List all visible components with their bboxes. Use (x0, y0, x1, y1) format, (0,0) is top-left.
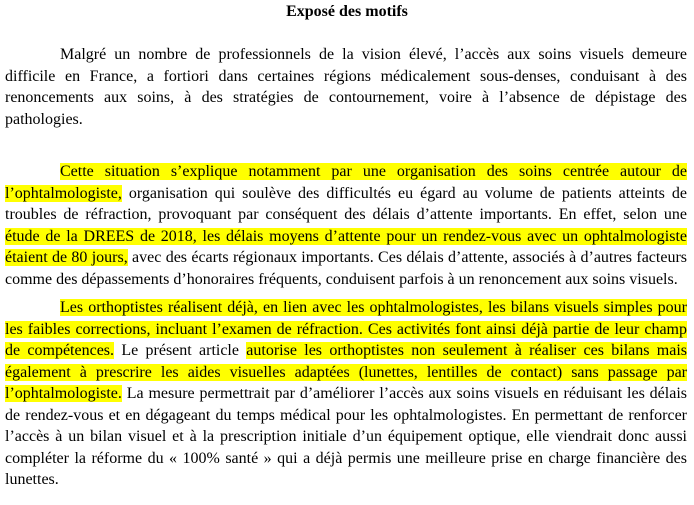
paragraph-3-text-2: La mesure permettrait par d’améliorer l’accès aux soins visuels en réduisant les délais de rendez-vous et en dégageant du temps médical pour les ophtalmologistes. En permettant de renforcer l’accès à un bilan visuel et à la prescription initiale d’un équipement optique, elle viendrait donc aussi compléter la réforme du « 100% santé » qui a déjà permis une meilleure prise en charge financière des lunettes. (5, 385, 687, 488)
paragraph-2 (5, 161, 687, 290)
highlight-prescription-authorization: autorise les orthoptistes non seulement à réaliser ces bilans mais également à prescrire les aides visuelles adaptées (lunettes, lentilles de contact) sans passage par l’ophtalmologiste. (5, 342, 688, 402)
paragraph-3 (5, 297, 687, 491)
highlight-organisation: Cette situation s’explique notamment par une organisation des soins centrée autour de l’ophtalmologiste, (5, 163, 687, 202)
paragraph-1: Malgré un nombre de professionnels de la vision élevé, l’accès aux soins visuels demeure difficile en France, a fortiori dans certaines régions médicalement sous-denses, conduisant à des renoncements aux soins, à des stratégies de contournement, voire à l’absence de dépistage des pathologies. (5, 46, 687, 128)
paragraph-2-text-2: avec des écarts régionaux importants. Ces délais d’attente, associés à d’autres facteurs comme des dépassements d’honoraires fréquents, conduisent parfois à un renoncement aux soins visuels. (5, 249, 687, 288)
highlight-drees-study: étude de la DREES de 2018, les délais moyens d’attente pour un rendez-vous avec un ophtalmologiste étaient de 80 jours, (5, 227, 687, 266)
paragraph-3-text-1: Le présent article (114, 342, 247, 359)
paragraph-2-text-1: organisation qui soulève des difficultés eu égard au volume de patients atteints de troubles de réfraction, provoquant par conséquent des délais d’attente importants. En effet, selon une (5, 184, 687, 223)
document-title: Exposé des motifs (286, 3, 408, 20)
highlight-orthoptists-competence: Les orthoptistes réalisent déjà, en lien avec les ophtalmologistes, les bilans visuels simples pour les faibles corrections, incluant l’examen de réfraction. Ces activités font ainsi déjà partie de leur champ de compétences. (5, 299, 687, 359)
